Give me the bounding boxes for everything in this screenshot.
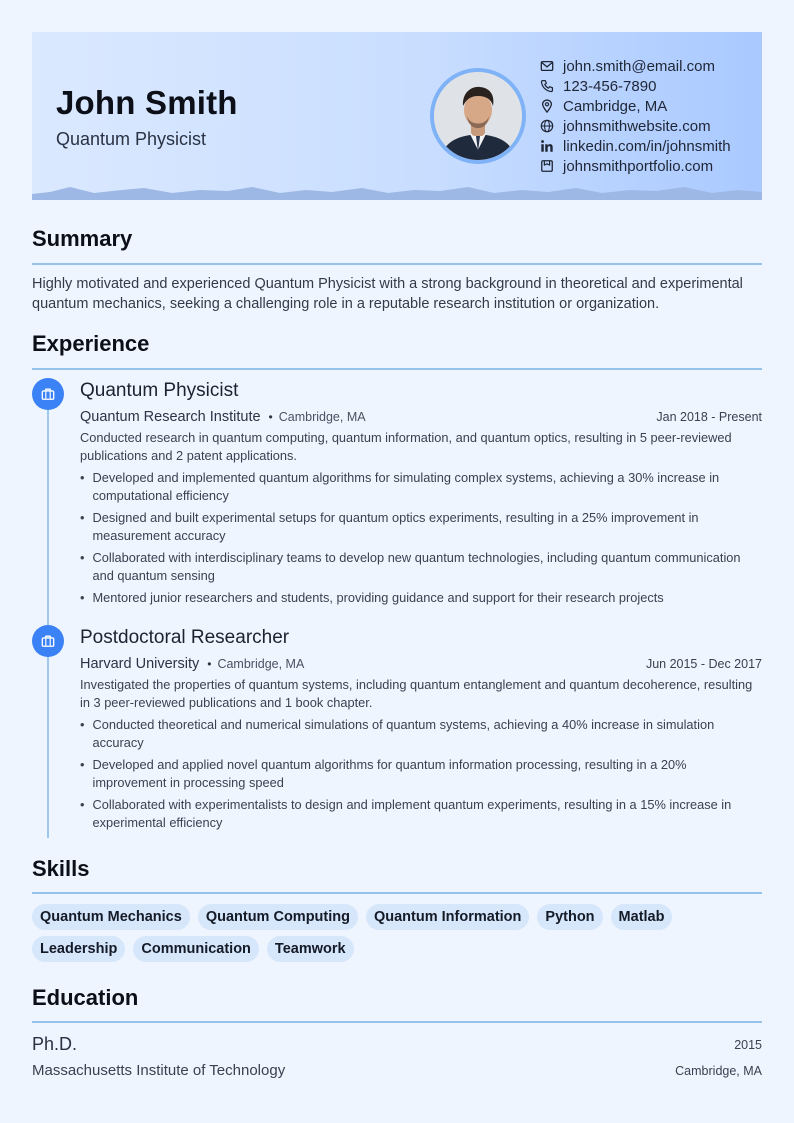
- contact-website[interactable]: [540, 116, 731, 136]
- phone-icon: [540, 79, 554, 93]
- linkedin-icon: [540, 139, 554, 153]
- job-1-marker: [32, 378, 64, 410]
- skill-chip: Communication: [133, 936, 259, 962]
- education-school: Massachusetts Institute of Technology: [32, 1062, 286, 1079]
- skill-chip: Leadership: [32, 936, 125, 962]
- skill-chip: Quantum Information: [366, 904, 529, 930]
- contact-portfolio[interactable]: [540, 156, 731, 176]
- skills-row: [32, 904, 762, 930]
- briefcase-icon: [41, 634, 55, 648]
- job-bullet: • Conducted theoretical and numerical simulations of quantum systems, achieving a 40% increase in simulation accuracy: [80, 716, 762, 752]
- job-meta: [80, 405, 762, 429]
- job-bullet: • Developed and implemented quantum algorithms for simulating complex systems, achieving a 30% increase in computational efficiency: [80, 469, 762, 505]
- job-bullet: • Collaborated with experimentalists to design and implement quantum experiments, resulting in a 15% increase in experimental efficiency: [80, 796, 762, 832]
- job-bullets: [80, 469, 762, 607]
- experience-timeline: [47, 394, 49, 838]
- separator-dot: •: [268, 410, 273, 424]
- resume-header: [32, 32, 762, 200]
- job-location: Cambridge, MA: [217, 657, 305, 671]
- contact-email-text: john.smith@email.com: [563, 57, 715, 75]
- skill-chip: Teamwork: [267, 936, 354, 962]
- contact-location-text: Cambridge, MA: [563, 97, 668, 115]
- job-description: Investigated the properties of quantum systems, including quantum entanglement and quantum decoherence, resulting in 3 peer-reviewed publications and 1 book chapter.: [80, 677, 753, 710]
- skills-row: [32, 936, 762, 962]
- contact-phone-text: 123-456-7890: [563, 77, 657, 95]
- experience-divider: [32, 368, 762, 370]
- summary-text: Highly motivated and experienced Quantum Physicist with a strong background in theoretical and experimental quantum mechanics, seeking a challenging role in a reputable research institution or organization.: [32, 276, 743, 312]
- job-bullets: [80, 716, 762, 832]
- profile-photo-avatar: [434, 72, 522, 160]
- summary-divider: [32, 263, 762, 265]
- job-entry: [80, 377, 762, 611]
- skill-chip: Python: [537, 904, 602, 930]
- contact-location: [540, 96, 731, 116]
- education-divider: [32, 1021, 762, 1023]
- candidate-title: Quantum Physicist: [56, 129, 207, 149]
- job-bullet: • Mentored junior researchers and students, providing guidance and support for their research projects: [80, 589, 762, 607]
- briefcase-icon: [41, 387, 55, 401]
- job-company: Quantum Research Institute: [80, 409, 261, 425]
- candidate-name: John Smith: [56, 84, 238, 121]
- skills-heading: Skills: [32, 856, 90, 881]
- job-dates: Jun 2015 - Dec 2017: [645, 657, 762, 671]
- education-year: 2015: [734, 1038, 762, 1052]
- education-location: Cambridge, MA: [675, 1064, 762, 1078]
- job-bullet: • Collaborated with interdisciplinary teams to develop new quantum technologies, including quantum communication and quantum sensing: [80, 549, 762, 585]
- experience-heading: Experience: [32, 331, 150, 356]
- contact-linkedin[interactable]: [540, 136, 731, 156]
- contact-email[interactable]: [540, 56, 731, 76]
- skill-chip: Matlab: [611, 904, 673, 930]
- job-title: Postdoctoral Researcher: [80, 627, 290, 648]
- separator-dot: •: [207, 657, 212, 671]
- contact-list: [540, 56, 731, 176]
- skill-chip: Quantum Computing: [198, 904, 358, 930]
- contact-website-text: johnsmithwebsite.com: [563, 117, 711, 135]
- job-description: Conducted research in quantum computing, quantum information, and quantum optics, resulting in 5 peer-reviewed publications and 2 patent applications.: [80, 430, 732, 463]
- job-dates: Jan 2018 - Present: [656, 410, 762, 424]
- job-meta: [80, 652, 762, 676]
- skill-chip: Quantum Mechanics: [32, 904, 190, 930]
- job-location: Cambridge, MA: [278, 410, 366, 424]
- education-heading: Education: [32, 985, 139, 1010]
- globe-icon: [540, 119, 554, 133]
- mail-icon: [540, 59, 554, 73]
- job-title: Quantum Physicist: [80, 380, 239, 401]
- job-bullet: • Designed and built experimental setups for quantum optics experiments, resulting in a 25% improvement in measurement accuracy: [80, 509, 762, 545]
- job-entry: [80, 624, 762, 836]
- skills-list: [32, 904, 762, 968]
- profile-photo: [430, 68, 526, 164]
- portfolio-icon: [540, 159, 554, 173]
- skills-divider: [32, 892, 762, 894]
- contact-portfolio-text: johnsmithportfolio.com: [563, 157, 714, 175]
- job-2-marker: [32, 625, 64, 657]
- contact-linkedin-text: linkedin.com/in/johnsmith: [563, 137, 731, 155]
- location-pin-icon: [540, 99, 554, 113]
- job-company: Harvard University: [80, 656, 200, 672]
- contact-phone[interactable]: [540, 76, 731, 96]
- header-wave-decoration: [32, 184, 762, 200]
- education-degree: Ph.D.: [32, 1034, 78, 1054]
- summary-heading: Summary: [32, 226, 133, 251]
- job-bullet: • Developed and applied novel quantum algorithms for quantum information processing, resulting in a 20% improvement in processing speed: [80, 756, 762, 792]
